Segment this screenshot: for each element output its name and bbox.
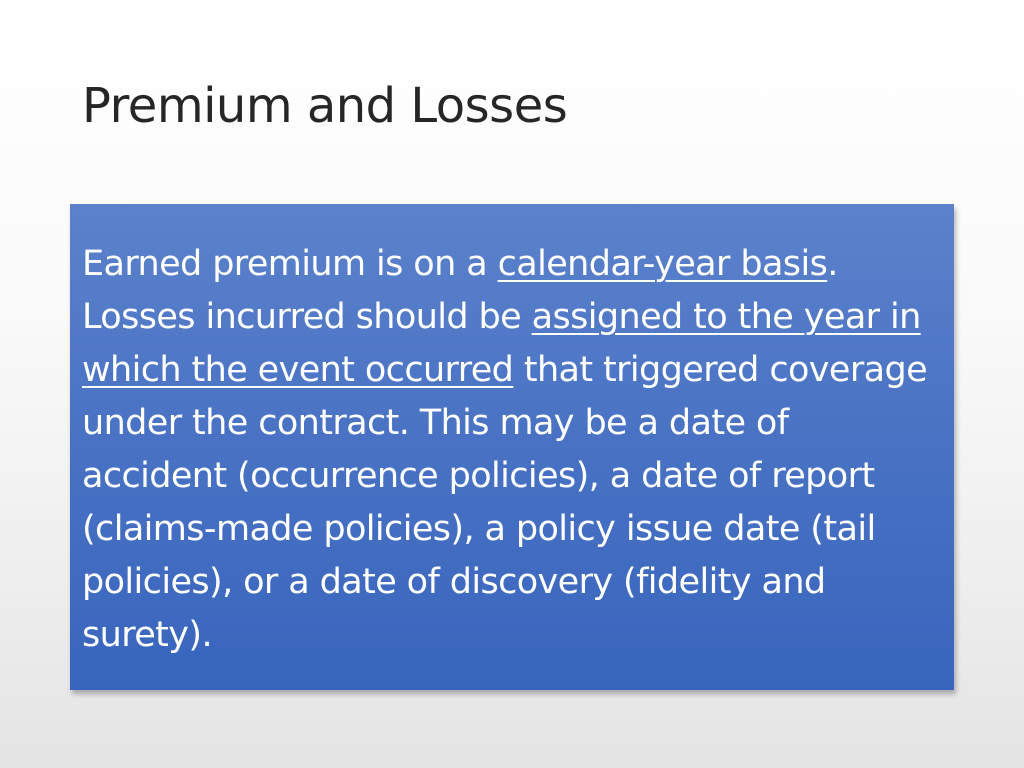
body-text-run: that triggered coverage under the contract. This may be a date of accident (occurrence policies), a date of report (claims-made policies), a policy issue date (tail policies), or a date of discovery (fidelity and surety). xyxy=(82,350,928,655)
content-box xyxy=(70,204,954,690)
slide-title: Premium and Losses xyxy=(82,78,568,134)
underlined-text-assigned-to-year: assigned to the year in which the event occurred xyxy=(82,297,921,390)
underlined-text-calendar-year-basis: calendar-year basis xyxy=(497,244,828,284)
body-text-run: Earned premium is on a xyxy=(82,244,498,284)
body-text-run: . Losses incurred should be xyxy=(82,244,838,337)
body-paragraph xyxy=(82,238,940,662)
